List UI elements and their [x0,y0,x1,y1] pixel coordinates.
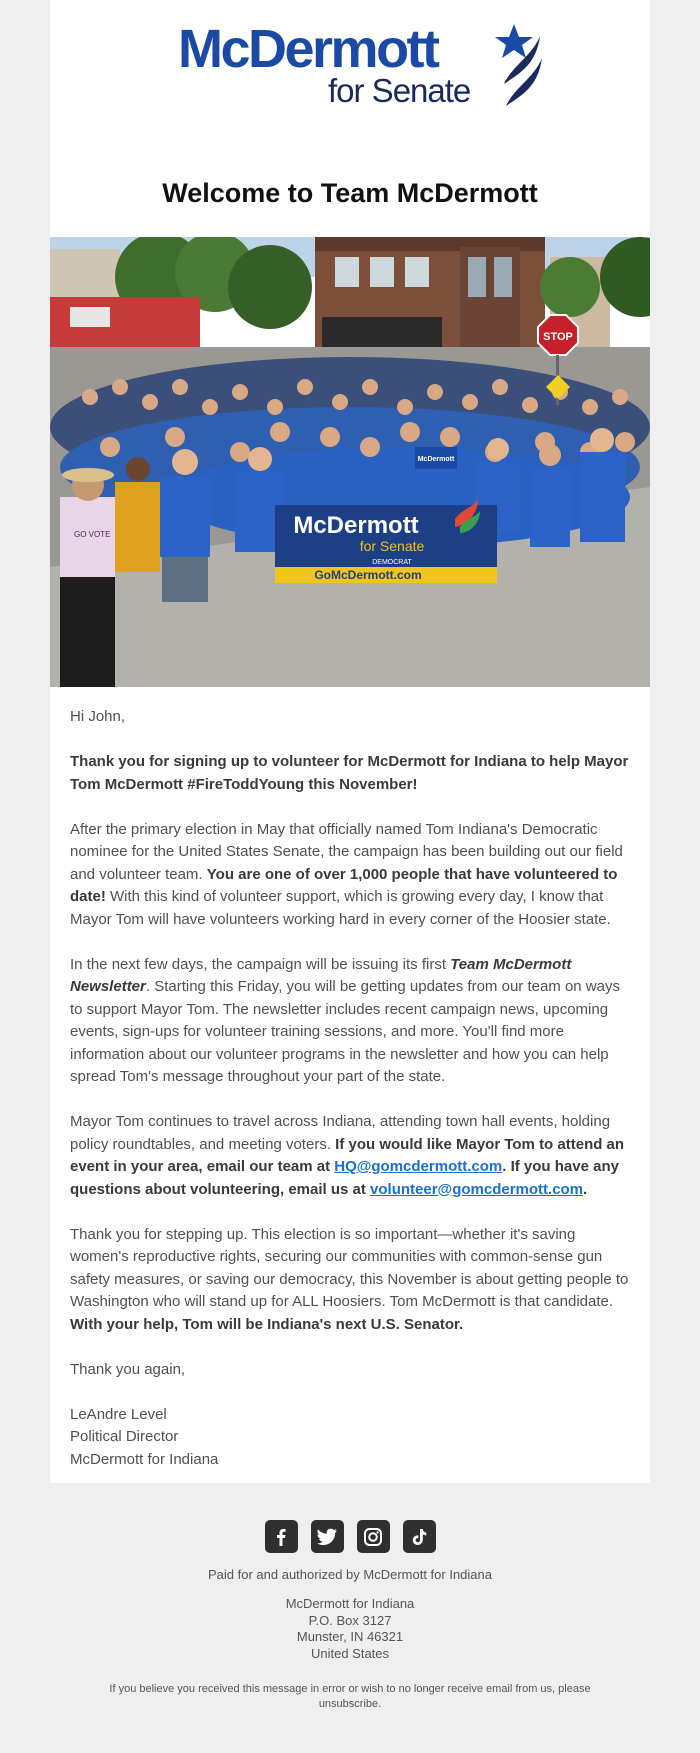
banner-url: GoMcDermott.com [314,568,422,582]
social-links [50,1520,650,1553]
closing-text: Thank you for stepping up. This election is so important—whether it's saving women's reproductive rights, securing our communities with common-sense gun safety measures, or saving our democracy, this November is about getting people to Washington who will stand up for ALL Hoosiers. Tom McDermott is that candidate. [70,1225,629,1310]
events-bold-1: If you would like Mayor Tom to attend an event in your area, email our team at [70,1135,625,1175]
primary-bold: You are one of over 1,000 people that have volunteered to date! [70,865,618,905]
volunteers-photo [50,237,650,687]
primary-text-b: With this kind of volunteer support, which is growing every day, I know that Mayor Tom will have volunteers working hard in every corner of the Hoosier state. [70,888,611,928]
welcome-headline: Welcome to Team McDermott [162,178,538,208]
stop-sign-text: STOP [543,331,573,343]
star-flag-icon [484,22,548,112]
address-line: Munster, IN 46321 [296,1629,404,1644]
signature-name: LeAndre Level [70,1405,167,1423]
unsubscribe-notice[interactable]: If you believe you received this message in error or wish to no longer receive email from us, please unsubscribe. [109,1683,591,1710]
facebook-icon[interactable] [265,1520,298,1553]
newsletter-title: Team McDermott Newsletter [70,955,572,995]
newsletter-text-a: In the next few days, the campaign will be issuing its first [70,955,451,973]
address-line: United States [310,1645,390,1661]
events-text: Mayor Tom continues to travel across Indiana, attending town hall events, holding policy roundtables, and meeting voters. [70,1113,611,1153]
events-bold-3: . [583,1180,588,1198]
primary-text-a: After the primary election in May that officially named Tom Indiana's Democratic nominee for the United States Senate, the campaign has been building out our field and volunteer team. [70,820,623,883]
campaign-banner [275,499,497,583]
email-card [50,0,650,1483]
banner-title: McDermott [293,512,419,539]
footer [50,1520,650,1712]
intro-bold: Thank you for signing up to volunteer for McDermott for Indiana to help Mayor Tom McDermott #FireToddYoung this November! [70,753,629,793]
newsletter-text-b: . Starting this Friday, you will be getting updates from our team on ways to support Mayor Tom. The newsletter includes recent campaign news, upcoming events, sign-ups for volunteer training sessions, and more. You'll find more information about our volunteer programs in the newsletter and how you can help spread Tom's message throughout your part of the state. [70,978,620,1085]
thank-you-line: Thank you again, [70,1360,186,1378]
paid-for-disclaimer: Paid for and authorized by McDermott for Indiana [208,1567,492,1582]
logo-subtitle: for Senate [328,72,471,109]
hq-email-link[interactable]: HQ@gomcdermott.com [334,1158,503,1175]
logo-name: McDermott [178,19,438,79]
paragraph-newsletter [70,954,630,1089]
banner-subtitle: for Senate [359,538,425,554]
paragraph-primary [70,819,630,932]
paragraph-intro [70,751,630,796]
signature-title: Political Director [70,1428,179,1445]
address-line: McDermott for Indiana [285,1596,415,1611]
campaign-logo[interactable] [178,19,548,112]
held-sign-text: McDermott [417,456,455,463]
events-bold-2: . If you have any questions about volunteering, email us at [70,1158,619,1198]
closing-bold: With your help, Tom will be Indiana's next U.S. Senator. [70,1315,464,1333]
paragraph-events [70,1111,630,1201]
mailing-address [50,1596,650,1662]
signature [70,1404,630,1472]
instagram-icon[interactable] [357,1520,390,1553]
banner-party: DEMOCRAT [372,559,412,566]
twitter-icon[interactable] [311,1520,344,1553]
greeting: Hi John, [70,708,126,725]
address-line: P.O. Box 3127 [308,1612,392,1628]
shirt-text: GO VOTE [74,530,111,539]
tiktok-icon[interactable] [403,1520,436,1553]
paragraph-closing [70,1224,630,1337]
letter-body [70,706,630,1471]
signature-org: McDermott for Indiana [70,1450,219,1468]
volunteer-email-link[interactable]: volunteer@gomcdermott.com [370,1180,584,1198]
